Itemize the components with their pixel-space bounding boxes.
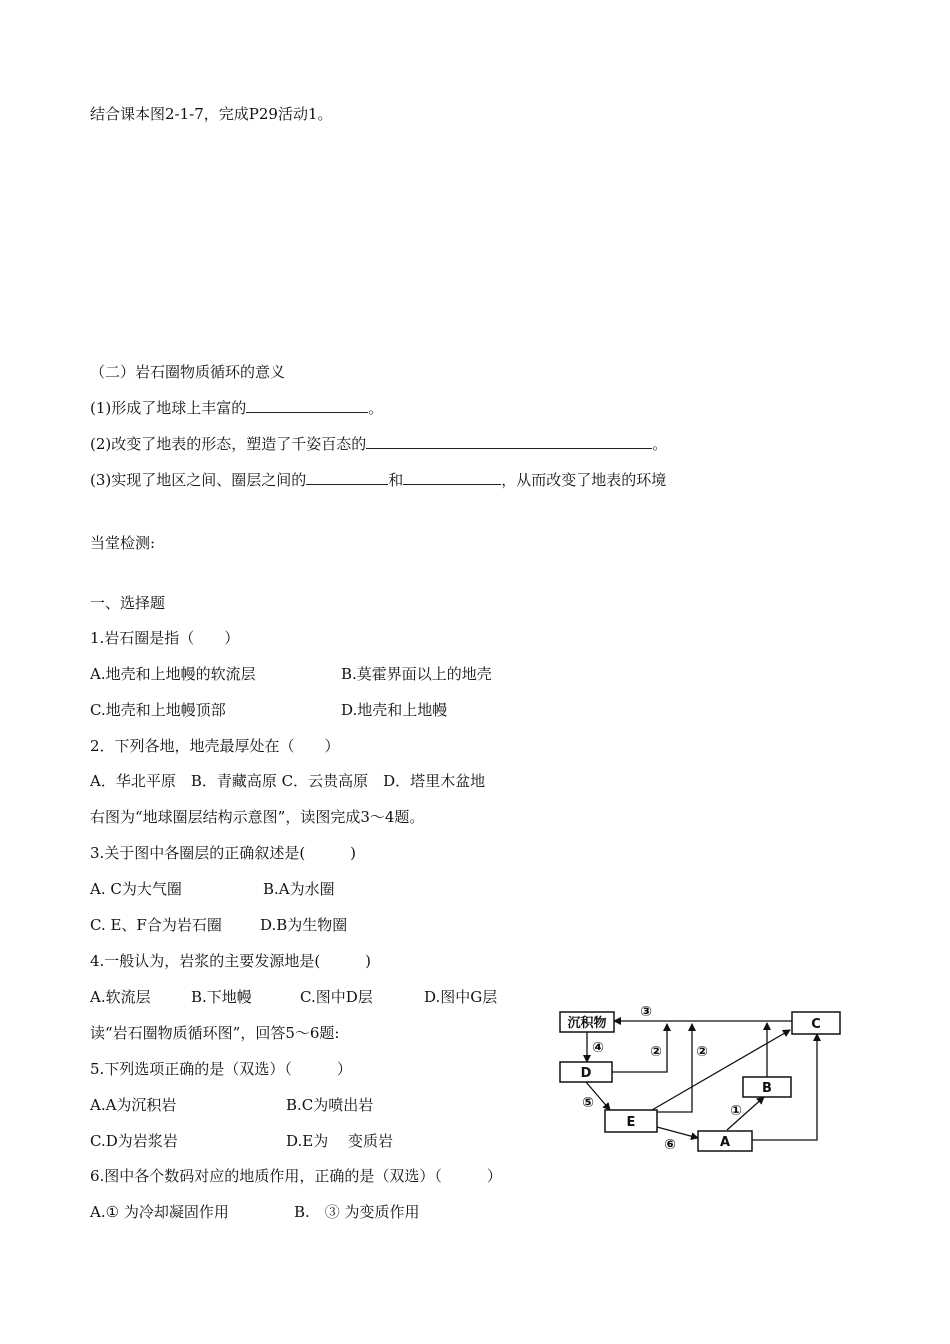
choice-title: 一、选择题 [90,594,166,612]
q4-option-a: A.软流层 [90,988,151,1006]
answer-blank-3a[interactable] [306,470,388,485]
label-a: A [719,1135,731,1150]
answer-blank-3b[interactable] [403,470,501,485]
q3-option-a: A. C为大气圈 [90,880,182,898]
q1-option-a: A.地壳和上地幔的软流层 [90,665,256,683]
label-c: C [811,1017,821,1032]
label-sediment: 沉积物 [567,1016,607,1031]
section2-item3: (3)实现了地区之间、圈层之间的 和 ，从而改变了地表的环境 [90,471,667,489]
q5-option-b: B.C为喷出岩 [286,1096,374,1114]
q6-option-b: B. ③ 为变质作用 [294,1203,420,1221]
num-3: ③ [640,1004,652,1020]
figure-note-5-6: 读“岩石圈物质循环图”，回答5～6题: [90,1024,340,1042]
q1-option-b: B.莫霍界面以上的地壳 [341,665,492,683]
q3-stem: 3.关于图中各圈层的正确叙述是( ) [90,844,357,862]
answer-blank-2[interactable] [366,434,652,449]
section2-heading: （二）岩石圈物质循环的意义 [90,363,286,381]
section2-item2: (2)改变了地表的形态，塑造了千姿百态的 。 [90,435,668,453]
q5-option-c: C.D为岩浆岩 [90,1132,178,1150]
q6-option-a: A.① 为冷却凝固作用 [90,1203,229,1221]
q6-stem: 6.图中各个数码对应的地质作用，正确的是（双选）（ ） [90,1167,502,1185]
q3-option-c: C. E、F合为岩石圈 [90,916,222,934]
q4-stem: 4.一般认为，岩浆的主要发源地是( ) [90,952,372,970]
num-4: ④ [592,1040,604,1056]
q1-stem: 1.岩石圈是指（ ） [90,629,240,647]
q5-option-d: D.E为 变质岩 [286,1132,393,1150]
label-e: E [626,1115,636,1130]
num-6: ⑥ [664,1137,676,1153]
q2-stem: 2．下列各地，地壳最厚处在（ ） [90,737,340,755]
q3-option-d: D.B为生物圈 [260,916,348,934]
q1-option-d: D.地壳和上地幔 [341,701,448,719]
arrow-e-to-c [652,1030,790,1110]
intro-text: 结合课本图2-1-7，完成P29活动1。 [90,105,333,123]
q5-stem: 5.下列选项正确的是（双选）（ ） [90,1060,352,1078]
num-5: ⑤ [582,1095,594,1111]
num-2a: ② [650,1044,662,1060]
check-title: 当堂检测: [90,534,156,552]
q4-option-d: D.图中G层 [424,988,498,1006]
num-1: ① [730,1103,742,1119]
label-b: B [762,1081,772,1096]
q4-option-c: C.图中D层 [300,988,373,1006]
rock-cycle-diagram [552,1000,852,1165]
section2-item1: (1)形成了地球上丰富的 。 [90,399,384,417]
label-d: D [580,1066,592,1081]
answer-blank-1[interactable] [246,398,368,413]
q4-option-b: B.下地幔 [191,988,252,1006]
q1-option-c: C.地壳和上地幔顶部 [90,701,226,719]
num-2b: ② [696,1044,708,1060]
arrow-e-to-top [657,1024,692,1112]
q5-option-a: A.A为沉积岩 [90,1096,177,1114]
q2-options: A．华北平原 B．青藏高原 C．云贵高原 D．塔里木盆地 [90,772,486,790]
figure-note-3-4: 右图为“地球圈层结构示意图”，读图完成3～4题。 [90,808,425,826]
q3-option-b: B.A为水圈 [263,880,335,898]
